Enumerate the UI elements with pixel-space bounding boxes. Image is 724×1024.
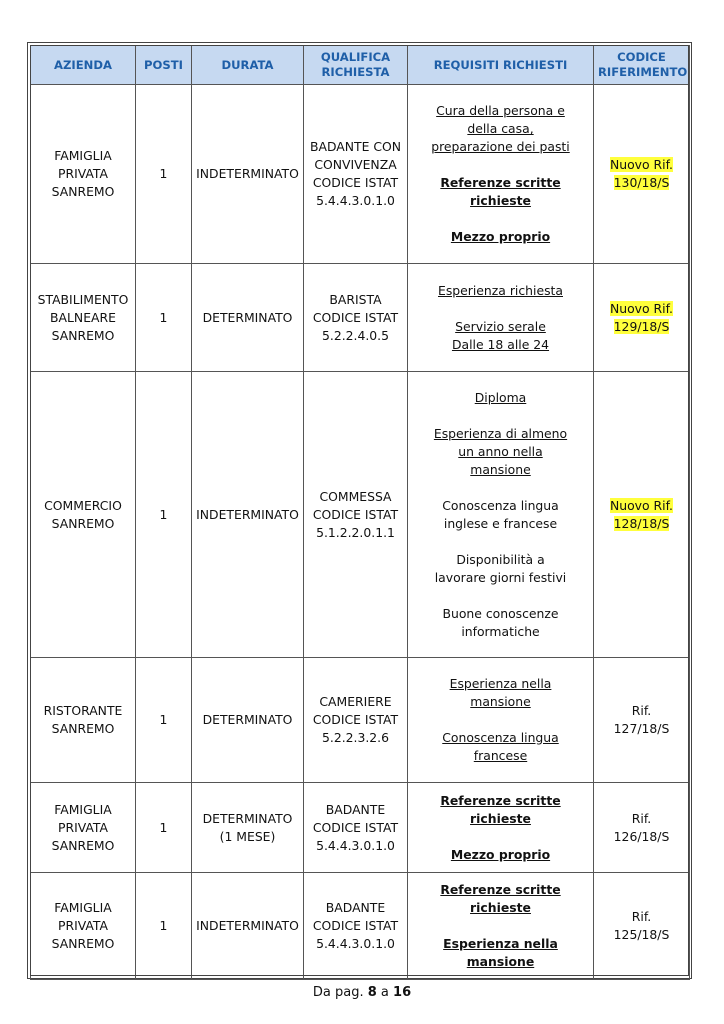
codice-line: 129/18/S (613, 318, 670, 334)
cell-line: Disponibilità a (456, 551, 545, 567)
cell-qualifica (304, 873, 408, 980)
cell-line: Esperienza nella (443, 936, 558, 951)
cell-posti: 1 (136, 264, 192, 372)
cell-line: 5.4.4.3.0.1.0 (316, 193, 395, 208)
cell-durata (192, 873, 304, 980)
requisito-block (414, 675, 587, 711)
cell-line: Esperienza richiesta (438, 282, 563, 298)
cell-line: CODICE ISTAT (312, 712, 399, 727)
cell-line: SANREMO (51, 327, 115, 343)
cell-line: mansione (470, 461, 531, 477)
cell-qualifica (304, 264, 408, 372)
page-footer (0, 985, 724, 1000)
cell-line: Conoscenza lingua (442, 730, 559, 745)
requisito-block (414, 792, 587, 828)
codice-line: Nuovo Rif. (609, 157, 673, 172)
cell-azienda (31, 264, 136, 372)
header-durata: DURATA (192, 46, 304, 85)
table-row (31, 783, 690, 873)
cell-azienda (31, 658, 136, 783)
cell-requisiti (408, 372, 594, 658)
cell-line: richieste (470, 193, 531, 208)
cell-line: SANREMO (51, 936, 115, 951)
cell-line: Cura della persona e (436, 103, 565, 118)
requisito-block (414, 425, 587, 479)
cell-posti: 1 (136, 873, 192, 980)
cell-durata (192, 783, 304, 873)
cell-line: informatiche (461, 623, 540, 639)
codice-line: Nuovo Rif. (609, 300, 673, 316)
cell-azienda (31, 85, 136, 264)
cell-line: SANREMO (51, 184, 115, 199)
cell-azienda (31, 873, 136, 980)
cell-line: inglese e francese (443, 515, 558, 531)
codice-line: Rif. (631, 909, 652, 924)
cell-line: CODICE ISTAT (312, 819, 399, 835)
cell-line: Esperienza di almeno (433, 425, 568, 441)
cell-line: CODICE ISTAT (312, 506, 399, 522)
header-posti: POSTI (136, 46, 192, 85)
requisito-block (414, 551, 587, 587)
requisiti-gap (414, 828, 587, 846)
cell-line: richieste (470, 810, 531, 826)
cell-requisiti (408, 658, 594, 783)
cell-posti: 1 (136, 658, 192, 783)
codice-line: 125/18/S (613, 927, 670, 942)
requisiti-gap (414, 917, 587, 935)
requisiti-gap (414, 479, 587, 497)
header-qualifica: QUALIFICA RICHIESTA (304, 46, 408, 85)
requisito-block (414, 605, 587, 641)
cell-line: COMMERCIO (44, 497, 122, 513)
cell-line: 5.2.2.4.0.5 (322, 327, 389, 343)
cell-line: STABILIMENTO (37, 291, 129, 307)
cell-line: Conoscenza lingua (442, 497, 559, 513)
cell-line: DETERMINATO (202, 309, 293, 325)
cell-line: CAMERIERE (319, 694, 392, 709)
cell-line: INDETERMINATO (196, 166, 299, 181)
cell-posti: 1 (136, 372, 192, 658)
cell-line: SANREMO (51, 515, 115, 531)
cell-line: Referenze scritte (440, 175, 561, 190)
requisito-block (414, 318, 587, 354)
cell-codice (594, 658, 690, 783)
codice-line: 130/18/S (613, 175, 670, 190)
cell-line: 5.4.4.3.0.1.0 (316, 837, 395, 853)
requisiti-gap (414, 156, 587, 174)
requisito-block (414, 935, 587, 971)
codice-line: 126/18/S (613, 828, 670, 844)
requisito-block (414, 881, 587, 917)
requisito-block (414, 497, 587, 533)
cell-line: CODICE ISTAT (312, 175, 399, 190)
cell-line: Mezzo proprio (450, 846, 551, 862)
cell-line: francese (473, 748, 528, 763)
table-row (31, 85, 690, 264)
cell-codice (594, 873, 690, 980)
requisito-block (414, 102, 587, 156)
cell-codice (594, 85, 690, 264)
requisiti-gap (414, 533, 587, 551)
cell-line: richieste (470, 900, 531, 915)
cell-codice (594, 264, 690, 372)
requisito-block (414, 228, 587, 246)
footer-prefix: Da pag. (312, 985, 364, 1000)
cell-line: PRIVATA (57, 166, 108, 181)
requisiti-gap (414, 587, 587, 605)
cell-line: BADANTE (325, 801, 386, 817)
cell-line: INDETERMINATO (196, 506, 299, 522)
cell-line: 5.1.2.2.0.1.1 (316, 524, 395, 540)
footer-total: 16 (393, 985, 412, 1000)
table-row (31, 658, 690, 783)
cell-line: mansione (470, 694, 531, 709)
cell-line: mansione (466, 954, 535, 969)
requisiti-gap (414, 210, 587, 228)
cell-codice (594, 372, 690, 658)
cell-line: DETERMINATO (202, 810, 293, 826)
cell-line: 5.2.2.3.2.6 (322, 730, 389, 745)
job-offers-table (30, 45, 690, 980)
cell-line: Referenze scritte (440, 882, 561, 897)
cell-posti: 1 (136, 85, 192, 264)
requisito-block (414, 729, 587, 765)
cell-line: un anno nella (458, 443, 543, 459)
cell-line: SANREMO (51, 837, 115, 853)
cell-line: CODICE ISTAT (312, 918, 399, 933)
cell-line: PRIVATA (57, 819, 108, 835)
cell-requisiti (408, 85, 594, 264)
footer-page: 8 (367, 985, 377, 1000)
requisito-block (414, 846, 587, 864)
cell-line: Esperienza nella (449, 676, 552, 691)
requisito-block (414, 282, 587, 300)
cell-qualifica (304, 658, 408, 783)
cell-line: RISTORANTE (43, 703, 123, 718)
table-header-row (31, 46, 690, 85)
cell-line: DETERMINATO (202, 712, 293, 727)
cell-line: FAMIGLIA (54, 900, 112, 915)
cell-line: SANREMO (51, 721, 115, 736)
cell-line: BALNEARE (50, 309, 116, 325)
header-codice: CODICE RIFERIMENTO (594, 46, 690, 85)
cell-line: Diploma (474, 389, 527, 405)
cell-line: BADANTE CON (309, 139, 402, 154)
cell-line: CONVIVENZA (314, 157, 397, 172)
cell-durata (192, 372, 304, 658)
header-requisiti: REQUISITI RICHIESTI (408, 46, 594, 85)
table-row (31, 873, 690, 980)
cell-line: preparazione dei pasti (431, 139, 570, 154)
cell-line: PRIVATA (57, 918, 108, 933)
cell-qualifica (304, 85, 408, 264)
cell-line: Dalle 18 alle 24 (451, 336, 550, 352)
cell-requisiti (408, 873, 594, 980)
codice-line: Rif. (631, 703, 652, 718)
cell-line: COMMESSA (319, 488, 392, 504)
cell-durata (192, 85, 304, 264)
cell-line: (1 MESE) (219, 828, 276, 844)
codice-line: 128/18/S (613, 515, 670, 531)
cell-azienda (31, 372, 136, 658)
codice-line: 127/18/S (613, 721, 670, 736)
cell-qualifica (304, 783, 408, 873)
cell-line: FAMIGLIA (54, 148, 112, 163)
cell-line: lavorare giorni festivi (434, 569, 567, 585)
cell-durata (192, 264, 304, 372)
cell-line: INDETERMINATO (196, 918, 299, 933)
requisiti-gap (414, 300, 587, 318)
requisiti-gap (414, 407, 587, 425)
cell-line: Mezzo proprio (450, 229, 551, 244)
cell-line: della casa, (467, 121, 534, 136)
cell-line: Referenze scritte (440, 792, 561, 808)
cell-line: 5.4.4.3.0.1.0 (316, 936, 395, 951)
codice-line: Nuovo Rif. (609, 497, 673, 513)
table-row (31, 372, 690, 658)
cell-requisiti (408, 783, 594, 873)
table-row (31, 264, 690, 372)
cell-durata (192, 658, 304, 783)
cell-requisiti (408, 264, 594, 372)
cell-qualifica (304, 372, 408, 658)
cell-azienda (31, 783, 136, 873)
cell-posti: 1 (136, 783, 192, 873)
cell-line: Buone conoscenze (442, 605, 559, 621)
cell-line: BARISTA (329, 291, 382, 307)
cell-line: CODICE ISTAT (312, 309, 399, 325)
cell-line: BADANTE (325, 900, 386, 915)
header-azienda: AZIENDA (31, 46, 136, 85)
requisito-block (414, 174, 587, 210)
requisito-block (414, 389, 587, 407)
footer-sep: a (380, 985, 389, 1000)
cell-line: Servizio serale (455, 318, 546, 334)
cell-codice (594, 783, 690, 873)
requisiti-gap (414, 711, 587, 729)
codice-line: Rif. (631, 810, 652, 826)
cell-line: FAMIGLIA (54, 801, 112, 817)
